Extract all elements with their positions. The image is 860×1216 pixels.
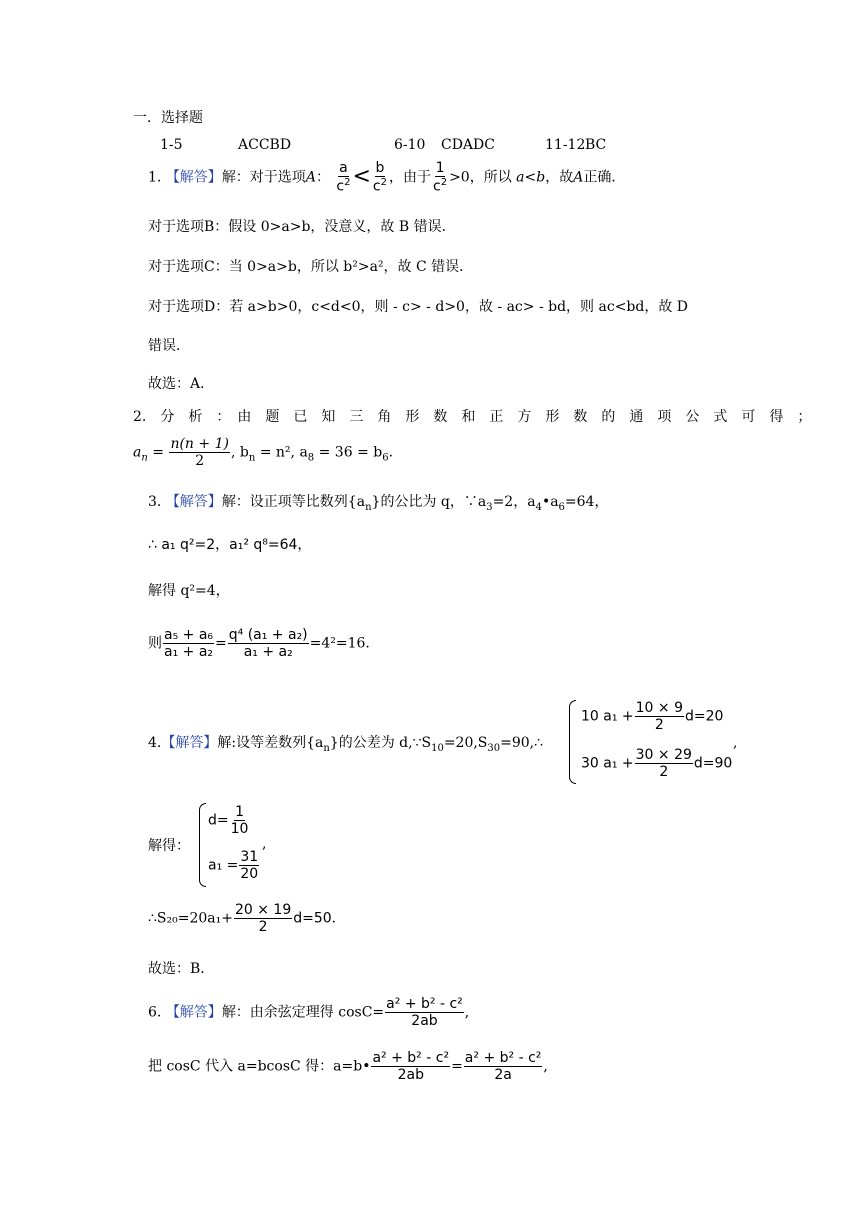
fraction: $\frac{31}{20}$: [240, 849, 259, 883]
answer-group-3-value: BC: [585, 137, 607, 153]
q3-line-3: 解得 q²=4，: [148, 583, 230, 599]
q1-line-d: 对于选项D：若 a>b>0，c<d<0，则 - c> - d>0，故 - ac> - bd，则 ac<bd，故 D: [148, 299, 689, 315]
fraction: $\frac{10 \times 9}{2}$: [635, 700, 683, 734]
q4-solution-d: d= $\frac{1}{10}$: [208, 804, 249, 838]
q1-line-b: 对于选项B：假设 0>a>b，没意义，故 B 错误．: [148, 219, 456, 235]
q4-line-1: 4.【解答】解:设等差数列$\{a_n\}$的公差为 $d,\because S_{10}=20,S_{30}=90,\therefore$: [148, 735, 544, 754]
fraction: $\frac{1}{10}$: [230, 804, 249, 838]
q1-choose: 故选：A．: [148, 376, 215, 392]
q3-line-2: ∴ a₁ q²=2，a₁² q⁸=64，: [148, 537, 312, 553]
fraction: $\frac{30 \times 29}{2}$: [635, 747, 692, 781]
fraction: $\frac{n(n + 1)}{2}$: [170, 436, 229, 470]
q1-line-d-cont: 错误．: [148, 338, 190, 354]
q2-formula: $a_n$ = $\frac{n(n + 1)}{2}$ , $b_n = n^2$, $a_8 = 36 = b_6$.: [133, 436, 394, 470]
q4-system-eq-1: 10 a₁ + $\frac{10 \times 9}{2}$ d=20: [581, 700, 724, 734]
q4-system-eq-2: 30 a₁ + $\frac{30 \times 29}{2}$ d=90: [581, 747, 733, 781]
answer-group-2-label: 6-10: [394, 137, 426, 153]
q4-solution-comma: ,: [262, 836, 267, 852]
q4-choose: 故选：B．: [148, 961, 215, 977]
q4-system-comma: ,: [733, 735, 738, 751]
q1-line-1: 1. 【解答】解：对于选项A： $\frac{a}{c^2}$ < $\frac{b}{c^2}$ ，由于 $\frac{1}{c^2}$ >0，所以 a<b，故A正确．: [148, 160, 626, 195]
solution-tag: 【解答】: [165, 169, 222, 186]
q3-line-1: 3. 【解答】解：设正项等比数列$\{a_n\}$的公比为 q，$\because a_3=2$，$a_4•a_6=64$，: [148, 494, 609, 513]
q4-s20: ∴S₂₀=20a₁+ $\frac{20 \times 19}{2}$ d=50．: [148, 902, 346, 936]
q4-solution-a1: a₁ = $\frac{31}{20}$: [208, 849, 259, 883]
fraction: $\frac{\text{a₅ + a₆}}{\text{a₁ + a₂}}$: [164, 627, 214, 661]
answer-group-2-value: CDADC: [441, 137, 495, 153]
q3-line-4: 则 $\frac{\text{a₅ + a₆}}{\text{a₁ + a₂}}$ = $\frac{\text{q⁴ (a₁ + a₂)}}{\text{a₁ + a₂}}$ =4²=16．: [148, 627, 380, 661]
fraction: $\frac{\text{a² + b² - c²}}{2ab}$: [372, 1050, 450, 1084]
system-brace: [569, 700, 576, 784]
q4-solve-label: 解得：: [148, 838, 190, 854]
answer-group-1-label: 1-5: [160, 137, 183, 153]
answer-group-1-value: ACCBD: [238, 137, 292, 153]
fraction: $\frac{b}{c^2}$: [372, 160, 387, 195]
solution-brace: [199, 803, 206, 887]
fraction: $\frac{20 \times 19}{2}$: [234, 902, 292, 936]
fraction: $\frac{a}{c^2}$: [336, 160, 351, 195]
fraction: $\frac{\text{q⁴ (a₁ + a₂)}}{\text{a₁ + a₂}}$: [228, 627, 308, 661]
answer-group-3-label: 11-12: [545, 137, 586, 153]
section-title: 一．选择题: [133, 110, 203, 126]
fraction: $\frac{\text{a² + b² - c²}}{2ab}$: [386, 996, 463, 1030]
q1-line-c: 对于选项C：当 0>a>b，所以 b²>a²，故 C 错误．: [148, 259, 474, 275]
fraction: $\frac{1}{c^2}$: [432, 160, 448, 195]
q2-head: 2. 分 析 ： 由 题 已 知 三 角 形 数 和 正 方 形 数 的 通 项 公 式 可 得 ；: [133, 409, 812, 425]
q6-line-1: 6. 【解答】解：由余弦定理得 cosC= $\frac{\text{a² + b² - c²}}{2ab}$ ,: [148, 996, 470, 1030]
fraction: $\frac{\text{a² + b² - c²}}{2a}$: [464, 1050, 542, 1084]
q6-line-2: 把 cosC 代入 a=bcosC 得：a=b• $\frac{\text{a² + b² - c²}}{2ab}$ = $\frac{\text{a² + b² - c²}}{2a}$ ,: [148, 1050, 548, 1084]
